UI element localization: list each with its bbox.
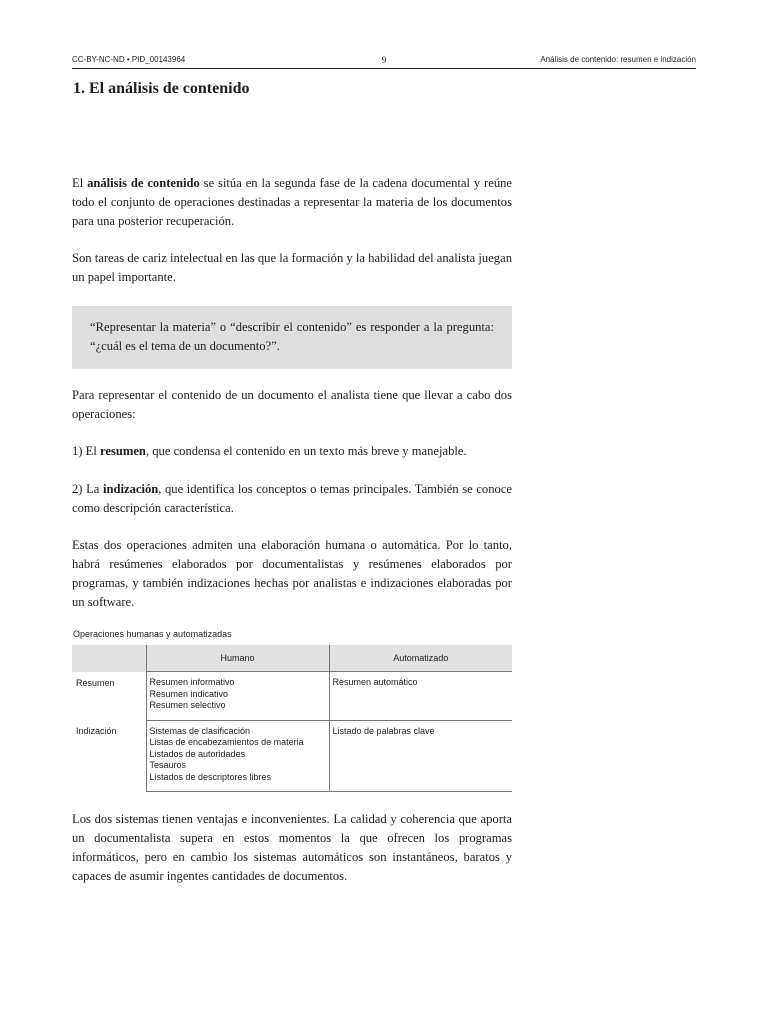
list-item: Listas de encabezamientos de materia [149, 737, 304, 747]
table-header-empty [72, 645, 146, 672]
operations-table [72, 645, 512, 792]
table-header-humano: Humano [146, 645, 329, 672]
item1-number: 1 [72, 444, 79, 458]
row-label-resumen: Resumen [76, 677, 115, 688]
list-item: Listados de autoridades [149, 748, 246, 759]
list-item-resumen [72, 442, 512, 461]
list-item: Tesauros [149, 760, 187, 770]
list-item: Resumen selectivo [149, 700, 226, 710]
header-section-title: Análisis de contenido: resumen e indización [540, 55, 696, 64]
table-header-row [72, 645, 512, 672]
para4-text: Estas dos operaciones admiten una elaboración humana o automática. Por lo tanto, habrá resúmenes elaborados por documentalistas y resúmenes elaborados por programas, y también indizaciones hechas por analistas e indizaciones elaboradas por un software. [72, 538, 512, 609]
paragraph-operations [72, 386, 512, 424]
section-title: 1. El análisis de contenido [73, 80, 250, 97]
cell-indizacion-humano [146, 720, 329, 792]
table-row [72, 672, 512, 721]
para3-text: Para representar el contenido de un documento el analista tiene que llevar a cabo dos operaciones: [72, 388, 512, 421]
item1-bold-term: resumen [99, 444, 146, 458]
para2-text: Son tareas de cariz intelectual en las que la formación y la habilidad del analista juegan un papel importante. [72, 251, 512, 284]
item1-text: , que condensa el contenido en un texto más breve y manejable. [145, 444, 467, 458]
list-item-indizacion [72, 480, 512, 518]
para1-bold-term: análisis de contenido [87, 176, 200, 190]
item2-number: 2 [72, 482, 79, 496]
callout-box [72, 306, 512, 369]
callout-text: “Representar la materia” o “describir el contenido” es responder a la pregunta: “¿cuál es el tema de un documento?”. [90, 320, 494, 353]
list-item: Sistemas de clasificación [149, 725, 251, 736]
running-header [72, 55, 696, 67]
table-row [72, 720, 512, 792]
row-label-indizacion: Indización [76, 726, 117, 736]
cell-indizacion-automatizado [329, 720, 512, 792]
item2-article: ) La [78, 482, 103, 496]
list-item: Resumen indicativo [149, 688, 229, 699]
paragraph-comparison [72, 810, 512, 886]
item1-article: ) El [78, 444, 100, 458]
list-item: Listado de palabras clave [332, 725, 435, 736]
paragraph-elaboration [72, 536, 512, 612]
table-caption: Operaciones humanas y automatizadas [73, 629, 232, 639]
header-license-id: CC-BY-NC-ND • PID_00143964 [72, 55, 186, 64]
list-item: Listados de descriptores libres [149, 771, 272, 782]
page-number: 9 [381, 55, 387, 65]
para5-text: Los dos sistemas tienen ventajas e inconvenientes. La calidad y coherencia que aporta un documentalista supera en estos momentos la que ofrecen los programas informáticos, pero en cambio los sistemas automáticos son instantáneos, baratos y capaces de asumir ingentes cantidades de documentos. [72, 812, 512, 883]
paragraph-tasks [72, 249, 512, 287]
header-rule [72, 68, 696, 69]
item2-bold-term: indización [102, 482, 159, 496]
cell-resumen-automatizado [329, 672, 512, 721]
list-item: Resumen automático [332, 677, 418, 687]
item2-text: , que identifica los conceptos o temas principales. También se conoce como descripción característica. [72, 482, 512, 515]
para1-text-rest: se sitúa en la segunda fase de la cadena documental y reúne todo el conjunto de operaciones destinadas a representar la materia de los documentos para una posterior recuperación. [72, 176, 513, 228]
table-header-automatizado: Automatizado [329, 645, 512, 672]
para1-text: El [72, 176, 88, 190]
list-item: Resumen informativo [149, 677, 235, 687]
paragraph-intro [72, 174, 512, 231]
cell-resumen-humano [146, 672, 329, 721]
